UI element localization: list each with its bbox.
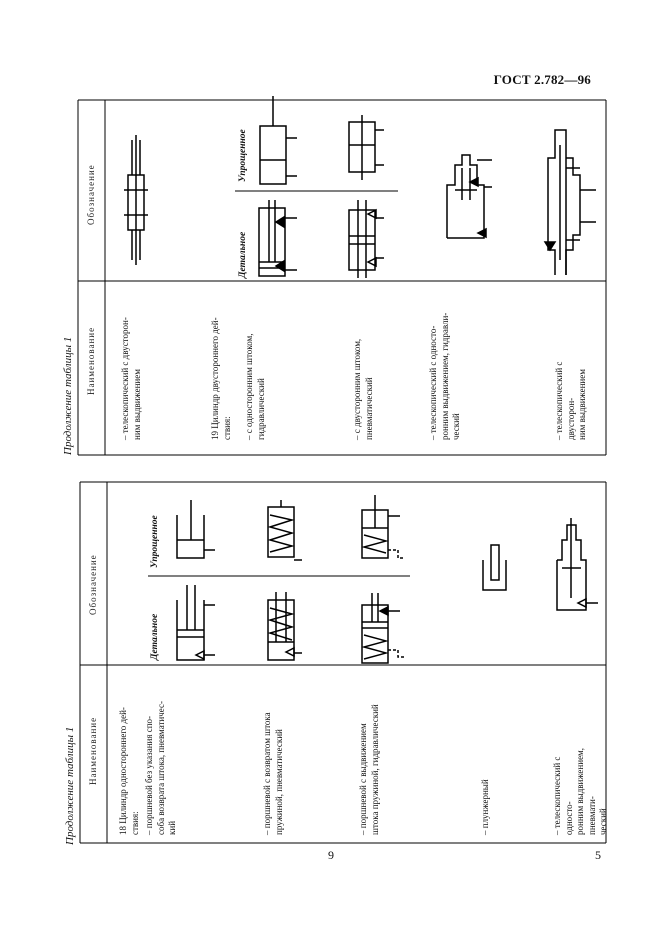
lower-row-1-name: 18 Цилиндр одностороннего дей- ствия: [118,707,140,835]
upper-row-4-name: – с двусторонним штоком, пневматический [352,338,374,440]
lower-row-6-name: – телескопический с односто- ронним выдвижением, пневмати- ческий [552,747,608,835]
upper-row-3-name: – с односторонним штоком, гидравлический [244,333,266,440]
lower-symbol-piston-simplified [177,500,215,558]
lower-row-5-name: – плунжерный [480,779,490,835]
lower-symbol-spring-extension-simplified [362,495,405,558]
lower-row-3-name: – поршневой с возвратом штока пружиной, пневматический [262,712,284,835]
upper-row-6-name: – телескопический с двусторон- ним выдвижением [554,361,587,440]
upper-label-simplified: Упрощенное [238,129,248,182]
lower-col-name-header: Наименование [88,716,98,785]
page-number-right: 5 [595,848,601,862]
upper-row-2-name: 19 Цилиндр двустороннего дей- ствия: [210,317,232,440]
lower-label-detailed: Детальное [150,613,160,660]
lower-row-4-name: – поршневой с выдвижением штока пружиной, гидравлический [358,704,380,835]
document-code: ГОСТ 2.782—96 [493,72,591,87]
upper-row-5-name: – телескопический с односто- ронним выдвижением, гидравли- ческий [428,312,461,440]
page-number-left: 9 [328,848,334,862]
lower-label-simplified: Упрощенное [150,515,160,568]
upper-row-1-name: – телескопический с двусторон- ним выдвижением [120,317,142,440]
lower-symbol-piston-detailed [177,585,215,660]
lower-col-symbol-header: Обозначение [88,554,98,615]
lower-symbol-plunger [483,545,506,590]
lower-row-2-name: – поршневой без указания спо- соба возврата штока, пневматичес- кий [144,701,177,835]
lower-symbol-telescopic-single-pneumatic [557,518,598,610]
upper-table-caption: Продолжение таблицы 1 [62,336,74,455]
lower-symbol-spring-extension-detailed [362,593,405,663]
upper-label-detailed: Детальное [238,231,248,278]
lower-symbol-spring-return-detailed [268,592,302,660]
upper-col-symbol-header: Обозначение [86,164,96,225]
lower-symbol-spring-return-simplified [268,500,302,560]
upper-col-name-header: Наименование [86,326,96,395]
lower-table-caption: Продолжение таблицы 1 [64,726,76,845]
